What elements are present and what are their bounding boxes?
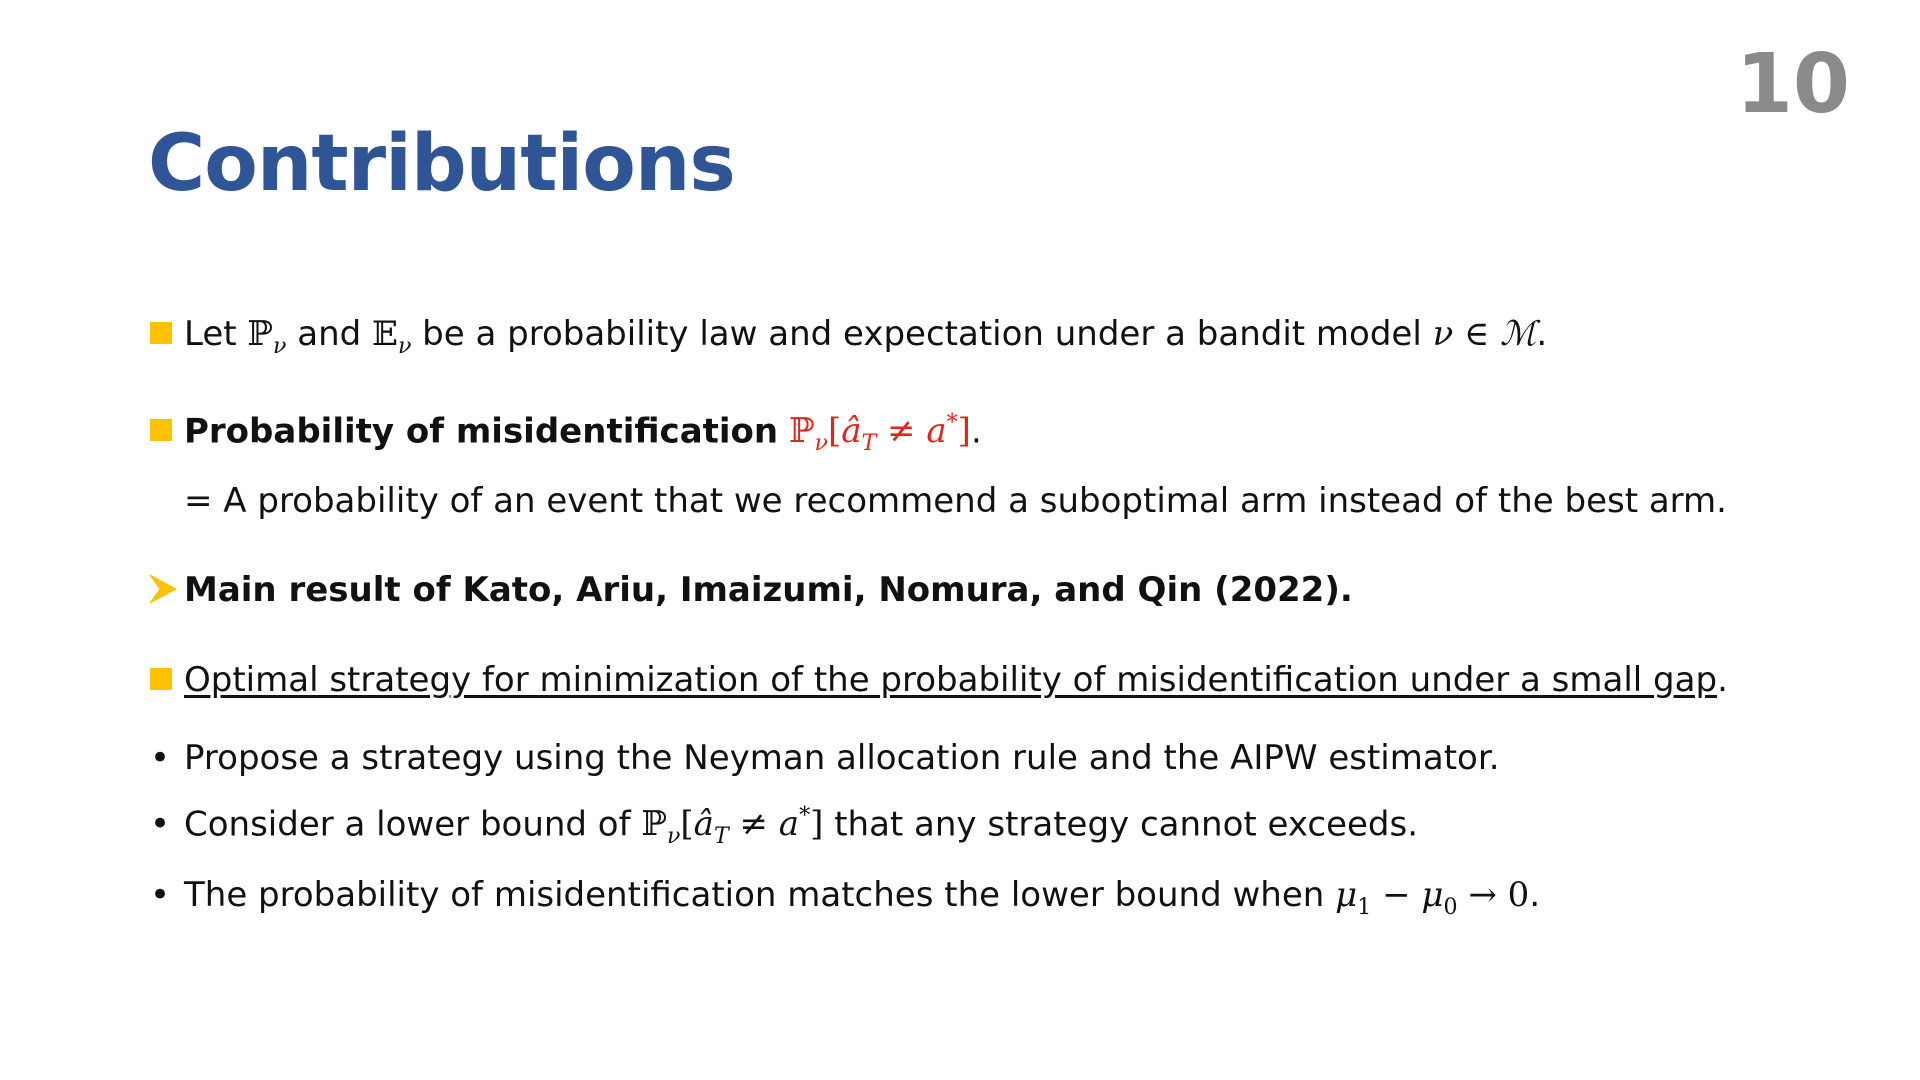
text-fragment: . — [1536, 314, 1548, 354]
bold-heading: Probability of misidentification — [184, 410, 779, 451]
text-fragment: . — [970, 410, 982, 451]
math-superscript: * — [799, 803, 811, 830]
bullet-text — [184, 312, 1547, 361]
math-operator: → 0 — [1457, 874, 1530, 915]
square-bullet-icon — [150, 419, 172, 441]
bullet-item-misidentification — [150, 409, 1800, 458]
math-bracket: ] — [810, 804, 824, 845]
math-symbol: μ — [1421, 874, 1444, 915]
square-bullet-icon — [150, 668, 172, 690]
math-misidentification-probability — [788, 409, 971, 456]
sub-bullet-propose — [150, 736, 1800, 780]
bullet-item-optimal-strategy — [150, 658, 1800, 702]
sub-bullet-text: Propose a strategy using the Neyman allocation rule and the AIPW estimator. — [184, 737, 1500, 778]
math-operator: − — [1371, 874, 1422, 915]
sub-bullet-text — [184, 873, 1540, 922]
math-model-membership: ν ∈ ℳ — [1432, 314, 1537, 354]
math-symbol: ℙ — [788, 410, 815, 451]
dot-bullet-icon: • — [150, 874, 171, 915]
math-expectation — [372, 314, 412, 359]
math-symbol: â — [693, 804, 714, 845]
text-fragment: . — [1717, 659, 1728, 700]
sub-bullet-matches — [150, 873, 1800, 922]
math-subscript: ν — [814, 429, 828, 456]
math-symbol: ≠ a — [876, 410, 947, 451]
math-subscript: ν — [666, 823, 681, 850]
math-bracket: ] — [957, 410, 971, 451]
math-symbol: μ — [1335, 874, 1358, 915]
explanation-text: = A probability of an event that we recommend a suboptimal arm instead of the best arm. — [184, 481, 1727, 522]
math-bracket: [ — [680, 804, 694, 845]
math-subscript: ν — [272, 332, 287, 359]
dot-bullet-icon: • — [150, 804, 171, 845]
math-misidentification-probability — [641, 803, 824, 850]
text-fragment: that any strategy cannot exceeds. — [823, 804, 1419, 845]
text-fragment: Let — [184, 314, 248, 354]
explanation-line — [150, 479, 1800, 523]
text-fragment: . — [1529, 874, 1541, 915]
math-symbol: ℙ — [641, 804, 667, 845]
math-bracket: [ — [827, 410, 842, 451]
math-gap-limit — [1335, 874, 1530, 920]
math-symbol: 𝔼 — [372, 314, 398, 354]
main-result-text: Main result of Kato, Ariu, Imaizumi, Nomura, and Qin (2022). — [184, 569, 1353, 610]
underlined-text: Optimal strategy for minimization of the probability of misidentification under a small gap — [184, 659, 1718, 700]
page-number: 10 — [1735, 37, 1850, 132]
slide-title: Contributions — [148, 119, 735, 209]
sub-bullet-text — [184, 802, 1418, 851]
math-symbol: â — [841, 410, 862, 451]
dot-bullet-icon: • — [150, 737, 171, 778]
square-bullet-icon — [150, 322, 172, 344]
bullet-text — [184, 409, 982, 458]
math-prob-law — [247, 314, 287, 359]
text-fragment: Consider a lower bound of — [184, 804, 642, 845]
math-superscript: * — [946, 409, 958, 436]
sub-bullet-lower-bound — [150, 802, 1800, 851]
text-fragment: and — [286, 314, 373, 354]
math-symbol: ℙ — [247, 314, 273, 354]
bullet-text — [184, 658, 1728, 702]
math-subscript: ν — [397, 332, 412, 359]
math-subscript: T — [861, 429, 877, 456]
math-symbol: ≠ a — [728, 804, 800, 845]
bullet-item-definitions — [150, 312, 1800, 361]
math-subscript: T — [713, 823, 729, 850]
arrow-bullet-icon — [148, 569, 178, 609]
text-fragment: be a probability law and expectation under a bandit model — [411, 314, 1433, 354]
bullet-item-main-result — [150, 568, 1800, 612]
math-subscript: 1 — [1357, 893, 1372, 920]
text-fragment: The probability of misidentification matches the lower bound when — [184, 874, 1336, 915]
slide-content — [150, 312, 1800, 921]
math-subscript: 0 — [1443, 893, 1458, 920]
